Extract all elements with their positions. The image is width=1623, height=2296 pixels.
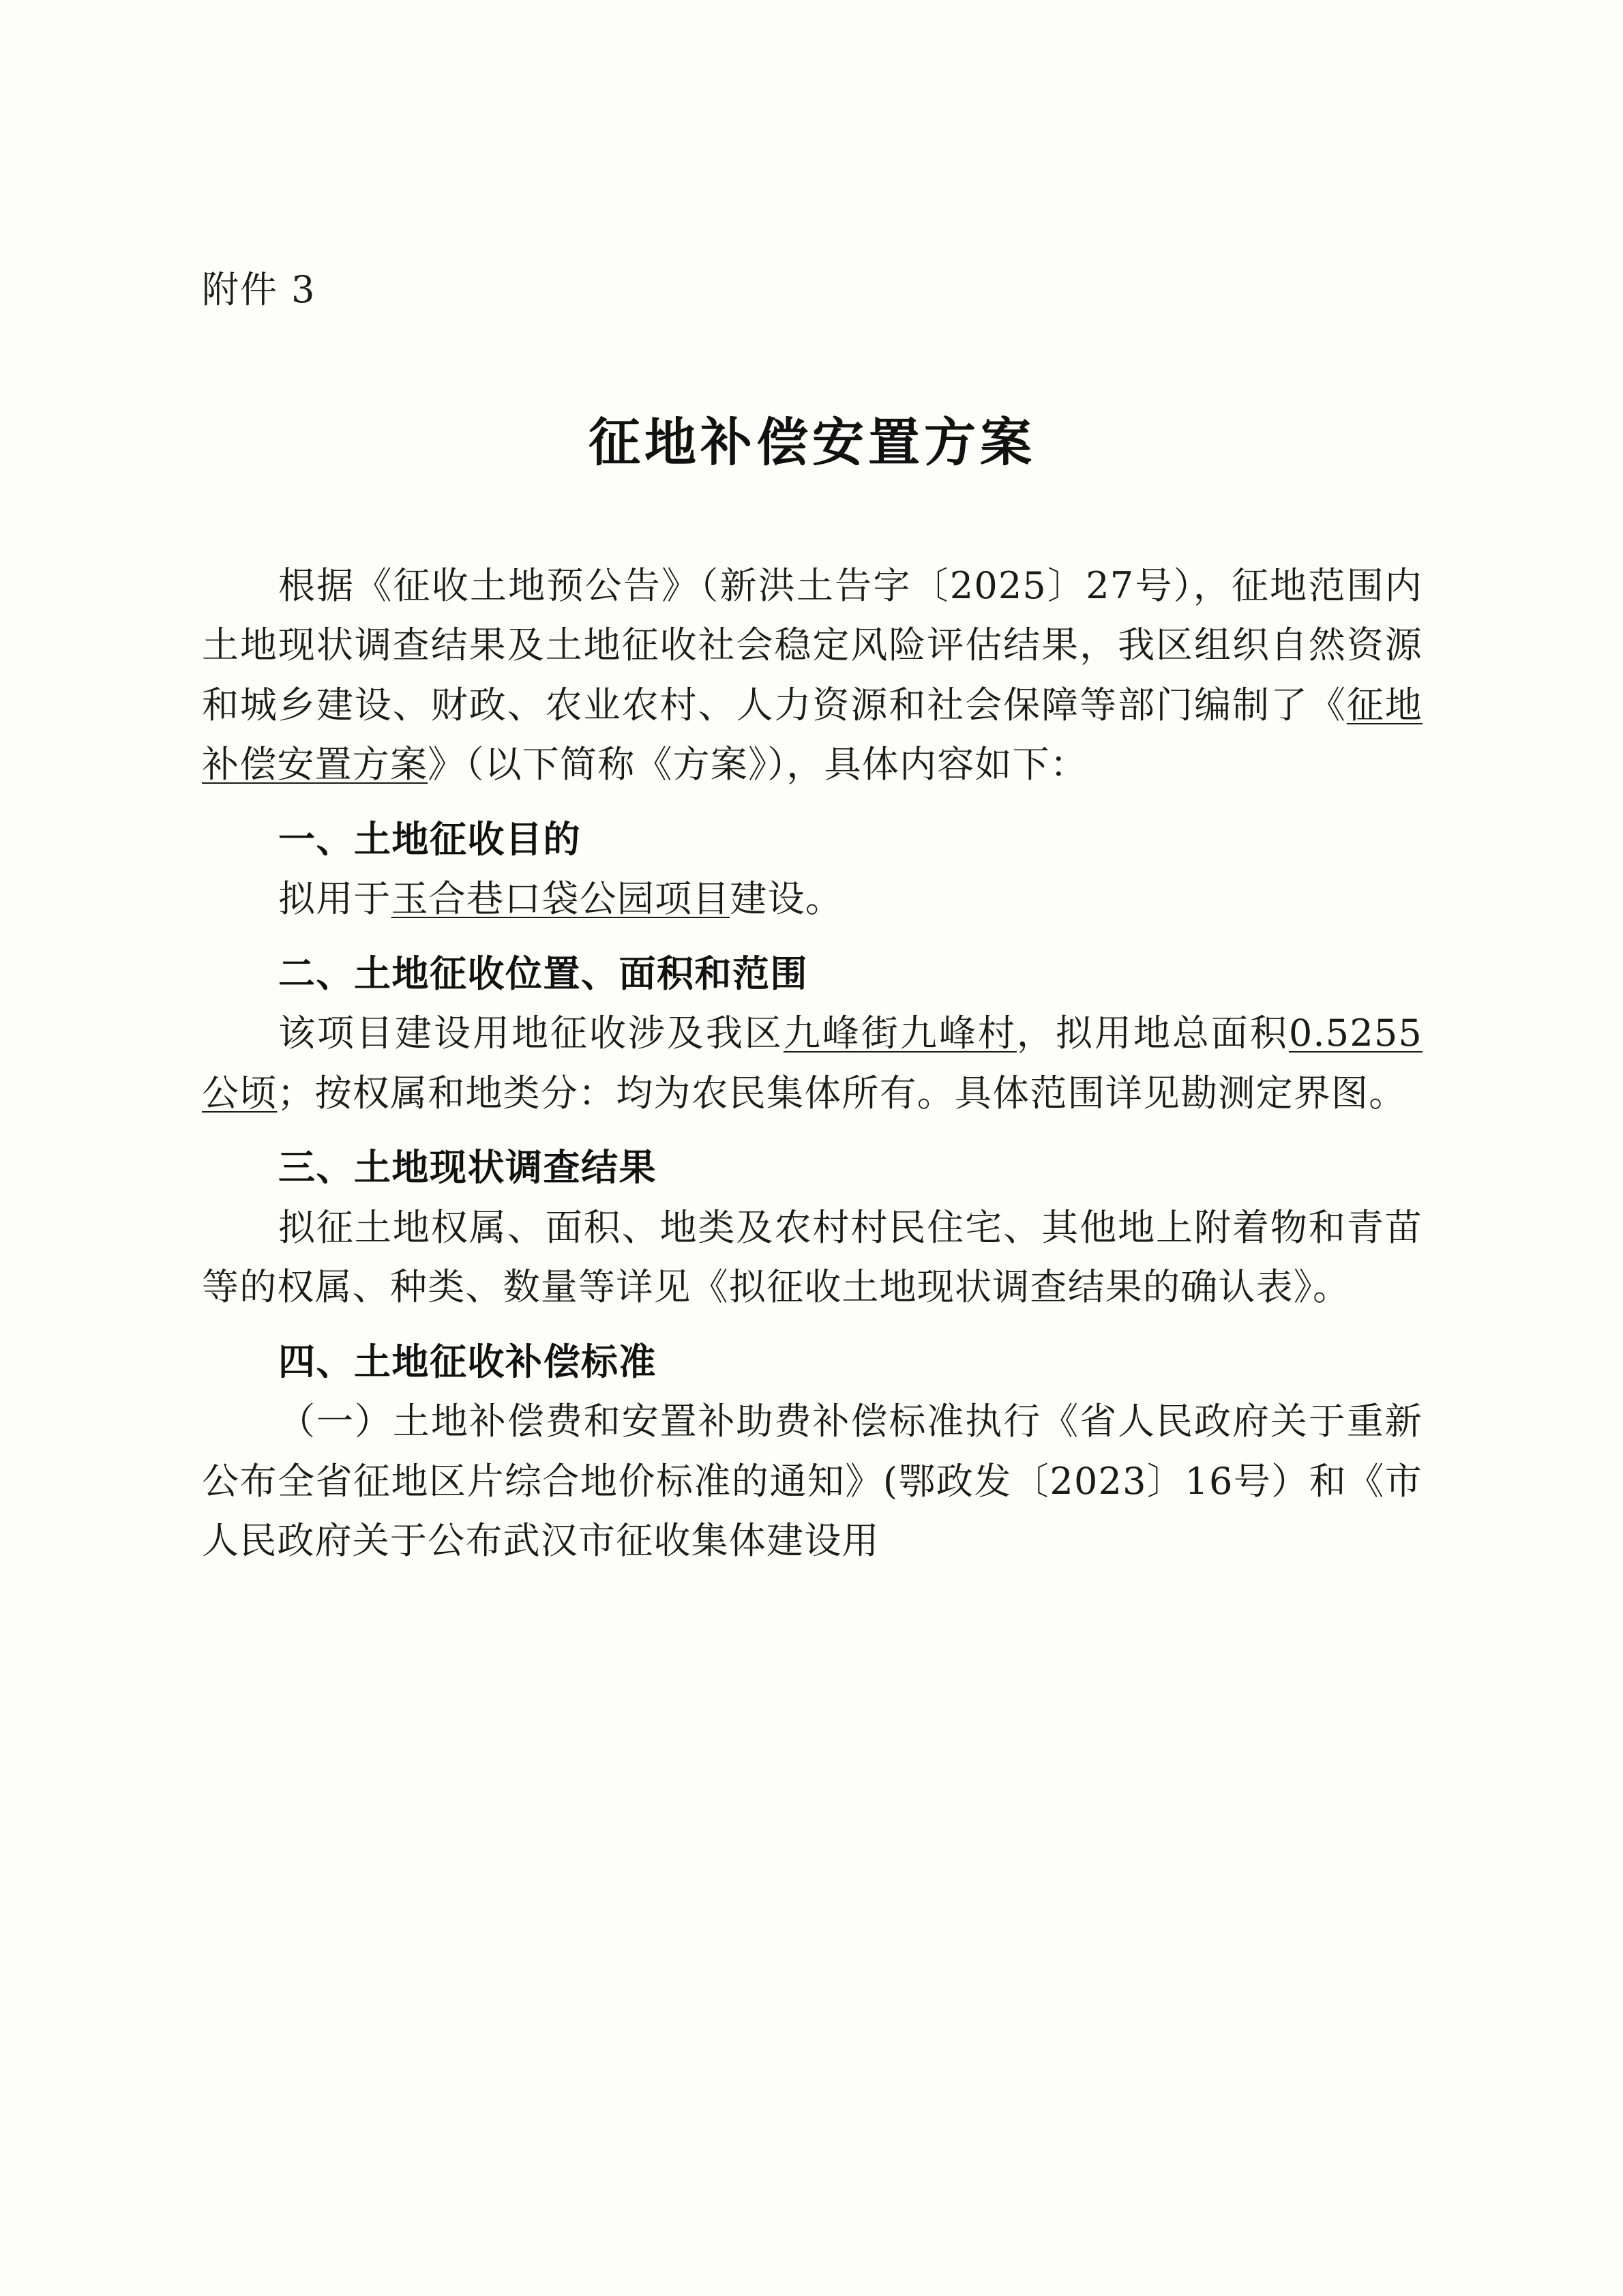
location-suffix: ；按权属和地类分：均为农民集体所有。具体范围详见勘测定界图。 [277,1071,1407,1115]
location-village: 九峰街九峰村 [783,1012,1017,1055]
section-heading-purpose: 一、土地征收目的 [278,816,581,861]
section-compensation-paragraph: （一）土地补偿费和安置补助费补偿标准执行《省人民政府关于重新公布全省征地区片综合地价标准的通知》(鄂政发〔2023〕16号）和《市人民政府关于公布武汉市征收集体建设用 [202,1400,1423,1563]
section-heading-survey: 三、土地现状调查结果 [278,1145,657,1190]
section-heading-location: 二、土地征收位置、面积和范围 [278,951,808,995]
section-heading-compensation: 四、土地征收补偿标准 [278,1339,657,1383]
intro-underlined-plan: 征地补偿安置方案 [202,683,1423,786]
location-middle: ，拟用地总面积 [1016,1012,1289,1055]
intro-part2: 》（以下简称《方案》），具体内容如下： [428,743,1088,786]
section-location-paragraph [202,1003,1423,1123]
location-prefix: 该项目建设用地征收涉及我区 [278,1012,784,1055]
purpose-prefix: 拟用于 [278,877,391,921]
intro-part1: 根据《征收土地预公告》（新洪土告字〔2025〕27号），征地范围内土地现状调查结果及土地征收社会稳定风险评估结果，我区组织自然资源和城乡建设、财政、农业农村、人力资源和社会保障等部门编制了《 [202,564,1423,726]
document-content [202,268,1423,1571]
intro-paragraph [202,556,1423,795]
section-survey-paragraph: 拟征土地权属、面积、地类及农村村民住宅、其他地上附着物和青苗等的权属、种类、数量等详见《拟征收土地现状调查结果的确认表》。 [202,1205,1423,1309]
page-title: 征地补偿安置方案 [589,412,1036,473]
location-area: 0.5255公顷 [202,1012,1423,1115]
purpose-project-name: 玉合巷口袋公园项目 [391,877,730,921]
attachment-label: 附件 3 [202,268,316,311]
section-purpose-paragraph [202,869,1423,928]
document-body [202,556,1423,1571]
purpose-suffix: 建设。 [730,877,844,921]
